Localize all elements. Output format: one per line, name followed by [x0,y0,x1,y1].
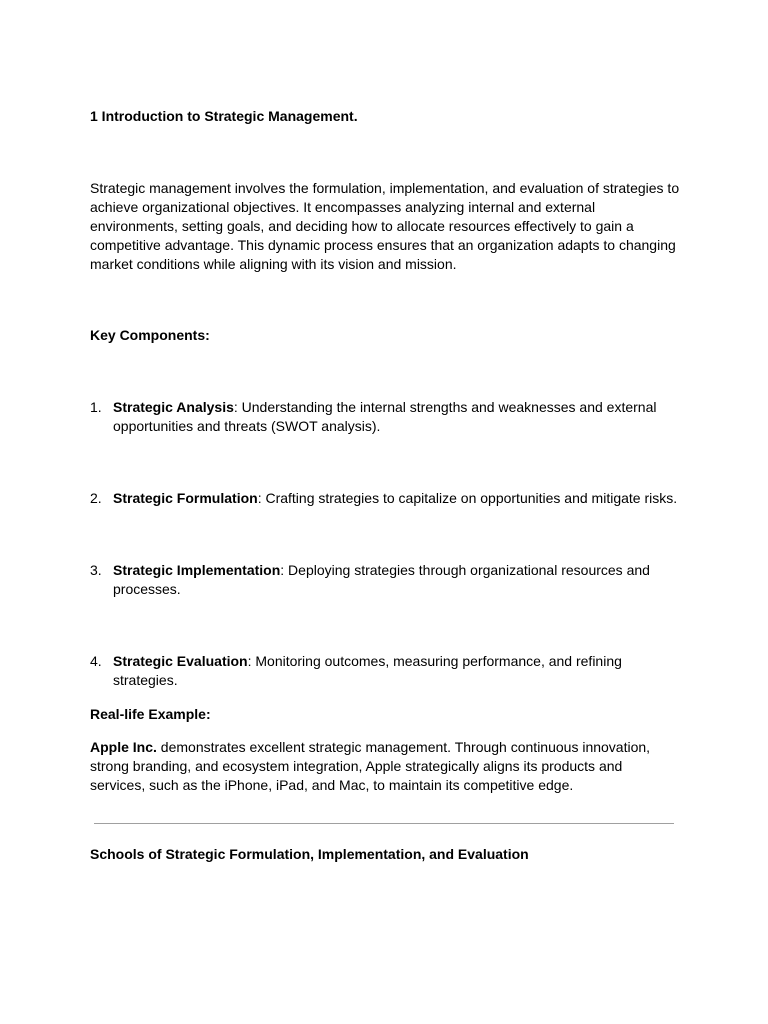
list-number: 1. [90,399,102,415]
list-item [90,398,680,436]
list-term: Strategic Formulation [113,490,258,506]
list-number: 2. [90,490,102,506]
list-term: Strategic Implementation [113,562,281,578]
list-term: Strategic Analysis [113,399,234,415]
list-description: : Understanding the internal strengths and weaknesses and external opportunities and threats (SWOT analysis). [113,399,657,434]
list-description: : Monitoring outcomes, measuring performance, and refining strategies. [113,653,622,688]
example-text: demonstrates excellent strategic management. Through continuous innovation, strong branding, and ecosystem integration, Apple strategically aligns its products and services, such as the iPhone, iPad, and Mac, to maintain its competitive edge. [90,739,651,793]
key-components-heading: Key Components: [90,327,210,343]
example-company: Apple Inc. [90,739,157,755]
list-description: : Deploying strategies through organizational resources and processes. [113,562,650,597]
list-term: Strategic Evaluation [113,653,248,669]
list-number: 4. [90,653,102,669]
list-item [90,561,680,599]
list-item [90,652,680,690]
example-heading: Real-life Example: [90,706,211,722]
schools-heading: Schools of Strategic Formulation, Implementation, and Evaluation [90,846,529,862]
list-item [90,489,680,508]
horizontal-divider [94,823,674,824]
example-paragraph [90,738,680,795]
intro-paragraph: Strategic management involves the formulation, implementation, and evaluation of strategies to achieve organizational objectives. It encompasses analyzing internal and external environments, setting goals, and deciding how to allocate resources effectively to gain a competitive advantage. This dynamic process ensures that an organization adapts to changing market conditions while aligning with its vision and mission. [90,180,680,272]
list-number: 3. [90,562,102,578]
section-heading: 1 Introduction to Strategic Management. [90,108,358,124]
list-description: : Crafting strategies to capitalize on opportunities and mitigate risks. [257,490,678,506]
